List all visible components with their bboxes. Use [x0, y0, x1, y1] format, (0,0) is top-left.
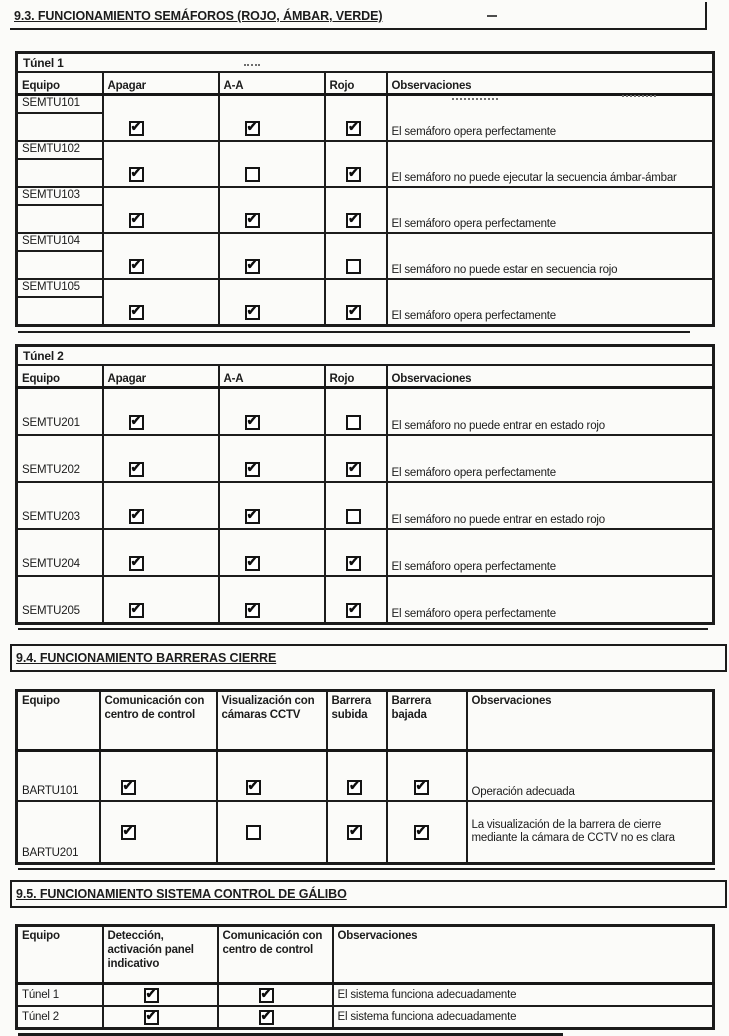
equipment-label: BARTU201 [22, 847, 79, 859]
column-header: Equipo [17, 691, 100, 751]
check-cell [103, 187, 219, 233]
checkbox-checked-icon [414, 780, 429, 795]
column-header: Barrera bajada [387, 691, 467, 751]
equipment-cell [17, 751, 100, 802]
check-cell [387, 751, 467, 802]
check-cell [219, 95, 325, 142]
checkbox-checked-icon [129, 121, 144, 136]
column-header: Comunicación con centro de control [218, 926, 333, 984]
table-barreras-cierre [15, 689, 715, 865]
checkbox-checked-icon [245, 462, 260, 477]
observation-cell: El semáforo no puede entrar en estado rojo [387, 482, 714, 529]
equipment-cell [17, 233, 103, 279]
equipment-label: BARTU101 [22, 785, 79, 797]
checkbox-unchecked-icon [246, 825, 261, 840]
checkbox-checked-icon [144, 1010, 159, 1025]
check-cell [325, 435, 387, 482]
check-cell [327, 751, 387, 802]
scan-artifact [244, 64, 260, 66]
checkbox-checked-icon [347, 825, 362, 840]
checkbox-checked-icon [129, 415, 144, 430]
checkbox-checked-icon [245, 509, 260, 524]
check-cell [325, 95, 387, 142]
check-cell [325, 529, 387, 576]
checkbox-checked-icon [346, 603, 361, 618]
checkbox-checked-icon [129, 462, 144, 477]
equipment-cell [17, 435, 103, 482]
check-cell [219, 141, 325, 187]
checkbox-checked-icon [129, 305, 144, 320]
equipment-cell [17, 388, 103, 436]
table-caption: Túnel 1 [17, 53, 714, 73]
checkbox-checked-icon [129, 603, 144, 618]
checkbox-checked-icon [346, 462, 361, 477]
equipment-cell [17, 482, 103, 529]
column-header: Apagar [103, 72, 219, 95]
check-cell [217, 801, 327, 864]
table-row [17, 482, 714, 529]
check-cell [103, 576, 219, 624]
checkbox-checked-icon [259, 1010, 274, 1025]
table-row [17, 233, 714, 279]
checkbox-checked-icon [129, 556, 144, 571]
column-header: Equipo [17, 926, 103, 984]
equipment-label: SEMTU105 [18, 280, 102, 298]
table-row [17, 984, 714, 1007]
check-cell [218, 984, 333, 1007]
checkbox-checked-icon [144, 988, 159, 1003]
column-header: Observaciones [387, 365, 714, 388]
table-row [17, 388, 714, 436]
equipment-label: SEMTU203 [22, 511, 80, 523]
section-9-5-title: 9.5. FUNCIONAMIENTO SISTEMA CONTROL DE GÁLIBO [16, 887, 347, 901]
equipment-label: SEMTU102 [18, 142, 102, 160]
table-row [17, 801, 714, 864]
checkbox-checked-icon [121, 780, 136, 795]
observation-cell: El semáforo opera perfectamente [387, 279, 714, 326]
checkbox-checked-icon [129, 213, 144, 228]
check-cell [219, 576, 325, 624]
column-header: Detección, activación panel indicativo [103, 926, 218, 984]
check-cell [217, 751, 327, 802]
column-header: Observaciones [387, 72, 714, 95]
check-cell [103, 1006, 218, 1029]
column-header: Comunicación con centro de control [100, 691, 217, 751]
equipment-label: SEMTU204 [22, 558, 80, 570]
column-header: A-A [219, 72, 325, 95]
observation-cell: El semáforo no puede entrar en estado rojo [387, 388, 714, 436]
check-cell [100, 801, 217, 864]
check-cell [219, 529, 325, 576]
checkbox-checked-icon [245, 121, 260, 136]
equipment-cell [17, 529, 103, 576]
document-page [0, 2, 729, 1023]
check-cell [219, 233, 325, 279]
observation-cell: El semáforo opera perfectamente [387, 576, 714, 624]
column-header: Apagar [103, 365, 219, 388]
check-cell [325, 233, 387, 279]
equipment-cell [17, 279, 103, 326]
check-cell [218, 1006, 333, 1029]
table-header-row [17, 72, 714, 95]
observation-cell: El sistema funciona adecuadamente [333, 984, 714, 1007]
equipment-label: Túnel 1 [22, 989, 59, 1001]
column-header: Rojo [325, 365, 387, 388]
equipment-cell [17, 1006, 103, 1029]
checkbox-unchecked-icon [346, 509, 361, 524]
column-header: Observaciones [467, 691, 714, 751]
check-cell [219, 482, 325, 529]
section-9-4-header [10, 644, 727, 672]
scan-artifact-line [18, 868, 715, 870]
checkbox-checked-icon [245, 603, 260, 618]
table-header-row [17, 365, 714, 388]
checkbox-checked-icon [346, 305, 361, 320]
equipment-label: Túnel 2 [22, 1011, 59, 1023]
checkbox-checked-icon [245, 213, 260, 228]
check-cell [103, 482, 219, 529]
scan-artifact [487, 15, 497, 17]
column-header: Equipo [17, 365, 103, 388]
table-row [17, 576, 714, 624]
checkbox-checked-icon [246, 780, 261, 795]
equipment-cell [17, 984, 103, 1007]
observation-cell: El semáforo opera perfectamente [387, 95, 714, 142]
column-header: Barrera subida [327, 691, 387, 751]
check-cell [103, 233, 219, 279]
table-caption-row [17, 346, 714, 366]
checkbox-checked-icon [414, 825, 429, 840]
check-cell [103, 984, 218, 1007]
table-row [17, 1006, 714, 1029]
table-tunel-2 [15, 344, 715, 625]
checkbox-checked-icon [121, 825, 136, 840]
equipment-label: SEMTU205 [22, 605, 80, 617]
check-cell [219, 187, 325, 233]
table-row [17, 279, 714, 326]
equipment-cell [17, 141, 103, 187]
checkbox-checked-icon [346, 121, 361, 136]
section-9-3-header [10, 2, 707, 30]
column-header: Rojo [325, 72, 387, 95]
check-cell [100, 751, 217, 802]
section-9-5-header [10, 880, 727, 908]
column-header: Visualización con cámaras CCTV [217, 691, 327, 751]
table-row [17, 141, 714, 187]
observation-cell: El semáforo opera perfectamente [387, 187, 714, 233]
equipment-cell [17, 95, 103, 142]
check-cell [325, 388, 387, 436]
table-row [17, 95, 714, 142]
check-cell [219, 388, 325, 436]
check-cell [103, 529, 219, 576]
equipment-label: SEMTU103 [18, 188, 102, 206]
scan-artifact-line [18, 628, 708, 630]
checkbox-checked-icon [259, 988, 274, 1003]
check-cell [103, 388, 219, 436]
equipment-cell [17, 187, 103, 233]
table-control-galibo [15, 924, 715, 1030]
equipment-label: SEMTU201 [22, 417, 80, 429]
table-header-row [17, 926, 714, 984]
column-header: Observaciones [333, 926, 714, 984]
check-cell [103, 279, 219, 326]
check-cell [387, 801, 467, 864]
checkbox-checked-icon [129, 509, 144, 524]
scan-artifact [452, 98, 498, 100]
checkbox-checked-icon [129, 167, 144, 182]
checkbox-checked-icon [245, 259, 260, 274]
equipment-cell [17, 801, 100, 864]
check-cell [325, 187, 387, 233]
check-cell [103, 95, 219, 142]
table-row [17, 529, 714, 576]
observation-cell: El semáforo opera perfectamente [387, 529, 714, 576]
checkbox-checked-icon [245, 305, 260, 320]
check-cell [325, 576, 387, 624]
observation-cell: El semáforo opera perfectamente [387, 435, 714, 482]
section-9-4-title: 9.4. FUNCIONAMIENTO BARRERAS CIERRE [16, 651, 277, 665]
equipment-label: SEMTU101 [18, 96, 102, 114]
table-header-row [17, 691, 714, 751]
table-row [17, 751, 714, 802]
column-header: A-A [219, 365, 325, 388]
check-cell [327, 801, 387, 864]
observation-cell: Operación adecuada [467, 751, 714, 802]
column-header: Equipo [17, 72, 103, 95]
table-row [17, 187, 714, 233]
checkbox-checked-icon [346, 556, 361, 571]
check-cell [219, 279, 325, 326]
checkbox-unchecked-icon [245, 167, 260, 182]
table-caption: Túnel 2 [17, 346, 714, 366]
check-cell [103, 435, 219, 482]
equipment-label: SEMTU202 [22, 464, 80, 476]
checkbox-checked-icon [245, 415, 260, 430]
table-tunel-1 [15, 51, 715, 327]
equipment-label: SEMTU104 [18, 234, 102, 252]
checkbox-checked-icon [346, 213, 361, 228]
check-cell [325, 141, 387, 187]
checkbox-checked-icon [347, 780, 362, 795]
observation-cell: El semáforo no puede estar en secuencia rojo [387, 233, 714, 279]
check-cell [325, 482, 387, 529]
check-cell [219, 435, 325, 482]
checkbox-checked-icon [346, 167, 361, 182]
checkbox-unchecked-icon [346, 415, 361, 430]
table-caption-row [17, 53, 714, 73]
checkbox-unchecked-icon [346, 259, 361, 274]
equipment-cell [17, 576, 103, 624]
observation-cell: El sistema funciona adecuadamente [333, 1006, 714, 1029]
observation-cell: El semáforo no puede ejecutar la secuencia ámbar-ámbar [387, 141, 714, 187]
scan-artifact [622, 95, 656, 97]
checkbox-checked-icon [245, 556, 260, 571]
check-cell [325, 279, 387, 326]
table-row [17, 435, 714, 482]
observation-cell: La visualización de la barrera de cierre mediante la cámara de CCTV no es clara [467, 801, 714, 864]
checkbox-checked-icon [129, 259, 144, 274]
section-9-3-title: 9.3. FUNCIONAMIENTO SEMÁFOROS (ROJO, ÁMBAR, VERDE) [14, 9, 383, 23]
check-cell [103, 141, 219, 187]
